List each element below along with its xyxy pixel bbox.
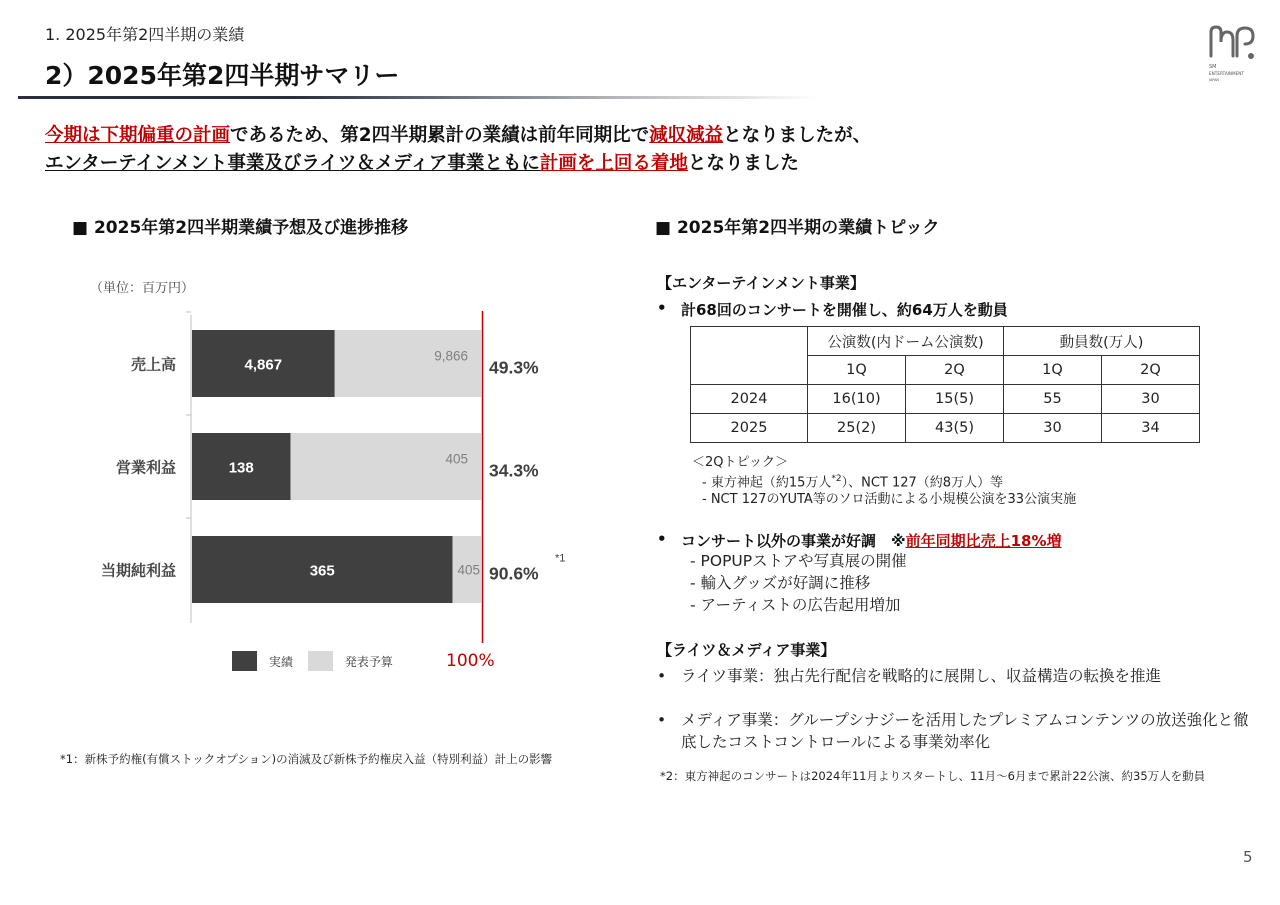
budget-value-label-net-income: 405 <box>457 562 480 578</box>
topic-item-1 <box>692 471 1076 491</box>
non-concert-text: コンサート以外の事業が好調 ※ <box>681 532 906 550</box>
bullet-dot: • <box>657 299 667 317</box>
topic-block <box>692 454 1076 508</box>
actual-value-label-operating-profit: 138 <box>228 459 254 477</box>
non-concert-bullet <box>657 530 1062 551</box>
concert-table-wrap <box>690 326 1200 443</box>
table-row <box>691 414 1200 443</box>
svg-text:ENTERTAINMENT: ENTERTAINMENT <box>1209 71 1245 76</box>
section-label: 1. 2025年第2四半期の業績 <box>45 25 245 44</box>
progress-label-sales: 49.3% <box>489 357 539 378</box>
lead-plan-highlight: 今期は下期偏重の計画 <box>45 125 231 146</box>
non-concert-sublist <box>690 550 907 616</box>
lead-text: となりましたが、 <box>723 125 872 146</box>
topic-item-2: - NCT 127のYUTA等のソロ活動による小規模公演を33公演実施 <box>702 492 1077 508</box>
category-label-net-income: 当期純利益 <box>100 562 176 580</box>
unit-label: （単位：百万円） <box>90 281 195 296</box>
legend-budget <box>308 651 393 671</box>
sales-growth-highlight: 前年同期比売上18%増 <box>905 532 1062 550</box>
footnote-marker: *1 <box>555 552 566 565</box>
concert-bullet <box>657 299 1008 320</box>
entertainment-heading: 【エンターテインメント事業】 <box>657 274 865 292</box>
topic-heading: ＜2Qトピック＞ <box>692 455 788 470</box>
media-text-line-2: 底したコストコントロールによる事業効率化 <box>681 733 991 751</box>
bullet-dot: • <box>657 711 667 729</box>
progress-bar-chart <box>40 305 580 645</box>
topic-footnote-ref: *2 <box>831 474 842 484</box>
topic-text: - 東方神起（約15万人 <box>702 475 832 491</box>
table-subheader: 1Q <box>1004 356 1102 385</box>
svg-text:SM: SM <box>1209 64 1217 70</box>
bullet-dot: • <box>657 530 667 548</box>
table-cell: 30 <box>1004 414 1102 443</box>
media-bullet <box>657 709 1251 753</box>
right-heading: ■ 2025年第2四半期の業績トピック <box>655 218 940 238</box>
concert-table <box>690 326 1200 443</box>
legend-actual <box>232 651 293 671</box>
footnote-2: *2：東方神起のコンサートは2024年11月よりスタートし、11月～6月まで累計22公演、約35万人を動員 <box>660 769 1206 783</box>
table-year-cell: 2024 <box>691 385 808 414</box>
rights-bullet <box>657 665 1162 687</box>
lead-text: であるため、第2四半期累計の業績は前年同期比で <box>230 125 650 146</box>
table-cell: 15(5) <box>906 385 1004 414</box>
table-header-audience: 動員数(万人) <box>1004 327 1200 356</box>
page-title: 2）2025年第2四半期サマリー <box>45 61 400 90</box>
budget-value-label-operating-profit: 405 <box>445 451 468 467</box>
list-item: - POPUPストアや写真展の開催 <box>690 552 907 570</box>
table-header-shows: 公演数(内ドーム公演数) <box>808 327 1004 356</box>
svg-text:JAPAN: JAPAN <box>1209 78 1219 82</box>
bullet-dot: • <box>657 667 667 685</box>
legend-swatch-budget <box>308 651 333 671</box>
lead-decline-highlight: 減収減益 <box>649 125 724 146</box>
lead-text: となりました <box>687 153 799 174</box>
topic-text: ）、NCT 127（約8万人）等 <box>841 475 1004 491</box>
rights-media-heading: 【ライツ＆メディア事業】 <box>657 641 836 659</box>
table-subheader: 2Q <box>906 356 1004 385</box>
list-item: - アーティストの広告起用増加 <box>690 596 901 614</box>
budget-value-label-sales: 9,866 <box>434 348 468 364</box>
table-subheader: 1Q <box>808 356 906 385</box>
actual-value-label-sales: 4,867 <box>244 356 283 374</box>
progress-label-operating-profit: 34.3% <box>489 460 539 481</box>
company-logo <box>1205 22 1260 90</box>
table-year-cell: 2025 <box>691 414 808 443</box>
lead-line-2 <box>45 149 799 175</box>
table-cell: 55 <box>1004 385 1102 414</box>
rights-text: ライツ事業：独占先行配信を戦略的に展開し、収益構造の転換を推進 <box>681 667 1162 685</box>
table-row <box>691 385 1200 414</box>
list-item: - 輸入グッズが好調に推移 <box>690 574 871 592</box>
table-cell: 34 <box>1102 414 1200 443</box>
concert-bullet-text: 計68回のコンサートを開催し、約64万人を動員 <box>681 301 1008 319</box>
media-text-line-1: メディア事業：グループシナジーを活用したプレミアムコンテンツの放送強化と徹 <box>681 711 1249 729</box>
legend-label-budget: 発表予算 <box>344 654 393 669</box>
hundred-percent-label: 100% <box>446 651 495 671</box>
lead-line-1 <box>45 121 871 147</box>
table-subheader: 2Q <box>1102 356 1200 385</box>
footnote-1: *1：新株予約権(有償ストックオプション)の消滅及び新株予約権戻入益（特別利益）計上の影響 <box>60 752 553 766</box>
legend-swatch-actual <box>232 651 257 671</box>
title-divider <box>18 96 818 99</box>
actual-value-label-net-income: 365 <box>309 562 335 580</box>
page-number: 5 <box>1243 848 1253 866</box>
legend-label-actual: 実績 <box>268 654 293 669</box>
category-label-operating-profit: 営業利益 <box>115 459 176 477</box>
table-cell: 30 <box>1102 385 1200 414</box>
table-header-row <box>691 327 1200 356</box>
lead-beat-highlight: 計画を上回る着地 <box>539 153 688 174</box>
table-cell: 43(5) <box>906 414 1004 443</box>
left-heading: ■ 2025年第2四半期業績予想及び進捗推移 <box>72 218 409 238</box>
progress-label-net-income: 90.6% <box>489 563 539 584</box>
category-label-sales: 売上高 <box>130 356 176 374</box>
table-corner-cell <box>691 327 808 385</box>
table-cell: 16(10) <box>808 385 906 414</box>
lead-segments-underlined: エンターテインメント事業及びライツ＆メディア事業ともに <box>45 153 540 174</box>
table-cell: 25(2) <box>808 414 906 443</box>
